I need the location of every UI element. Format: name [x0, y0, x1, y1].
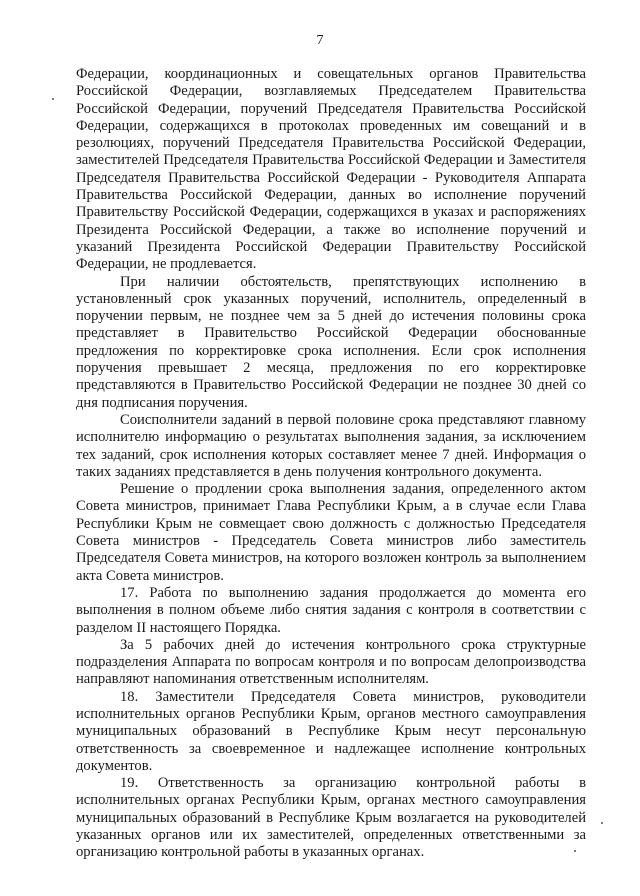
scan-speck	[574, 850, 576, 852]
document-body	[76, 66, 586, 862]
scan-speck	[52, 98, 54, 100]
paragraph-item-17: 17. Работа по выполнению задания продолжается до момента его выполнения в полном объеме либо снятия задания с контроля в соответствии с разделом II настоящего Порядка.	[76, 584, 586, 636]
scan-speck	[601, 822, 603, 824]
paragraph-item-19: 19. Ответственность за организацию контрольной работы в исполнительных органах Республики Крым, органах местного самоуправления муниципальных образований в Республике Крым возлагается на руководителей указанных органов или их заместителей, определенных ответственными за организацию контрольной работы в указанных органах.	[76, 775, 586, 861]
paragraph-item-18: 18. Заместители Председателя Совета министров, руководители исполнительных органов Республики Крым, органов местного самоуправления муниципальных образований в Республике Крым несут персональную ответственность за своевременное и надлежащее исполнение контрольных документов.	[76, 688, 586, 774]
paragraph-reminders: За 5 рабочих дней до истечения контрольного срока структурные подразделения Аппарата по вопросам контроля и по вопросам делопроизводства направляют напоминания ответственным исполнителям.	[76, 636, 586, 688]
paragraph-co-executors: Соисполнители заданий в первой половине срока представляют главному исполнителю информацию о результатах выполнения задания, за исключением тех заданий, срок исполнения которых составляет менее 7 дней. Информация о таких заданиях представляется в день получения контрольного документа.	[76, 411, 586, 480]
paragraph-continuation: Федерации, координационных и совещательных органов Правительства Российской Федерации, возглавляемых Председателем Правительства Российской Федерации, поручений Председателя Правительства Российской Федерации, содержащихся в протоколах проведенных им совещаний и в резолюциях, поручений Председателя Правительства Российской Федерации, заместителей Председателя Правительства Российской Федерации и Заместителя Председателя Правительства Российской Федерации - Руководителя Аппарата Правительства Российской Федерации, данных во исполнение поручений Правительству Российской Федерации, содержащихся в указах и распоряжениях Президента Российской Федерации, а также во исполнение поручений и указаний Президента Российской Федерации Правительству Российской Федерации, не продлевается.	[76, 66, 586, 273]
paragraph-circumstances: При наличии обстоятельств, препятствующих исполнению в установленный срок указанных поручений, исполнитель, определенный в поручении первым, не позднее чем за 5 дней до истечения половины срока представляет в Правительство Российской Федерации обоснованные предложения по корректировке срока исполнения. Если срок исполнения поручения превышает 2 месяца, предложения по его корректировке представляются в Правительство Российской Федерации не позднее 30 дней со дня подписания поручения.	[76, 273, 586, 411]
paragraph-extension-decision: Решение о продлении срока выполнения задания, определенного актом Совета министров, принимает Глава Республики Крым, а в случае если Глава Республики Крым не совмещает свою должность с должностью Председателя Совета министров - Председатель Совета министров либо заместитель Председателя Совета министров, на которого возложен контроль за выполнением акта Совета министров.	[76, 481, 586, 584]
page-number: 7	[316, 33, 324, 48]
